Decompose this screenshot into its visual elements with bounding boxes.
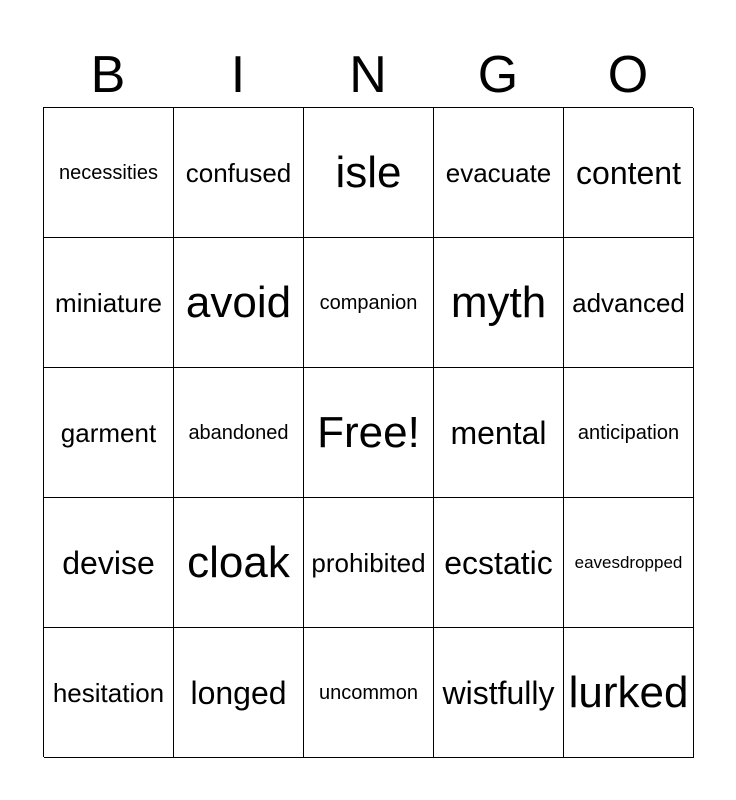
bingo-cell[interactable]: miniature bbox=[44, 238, 174, 368]
bingo-cell[interactable]: uncommon bbox=[304, 628, 434, 758]
bingo-cell[interactable]: prohibited bbox=[304, 498, 434, 628]
bingo-cell[interactable]: avoid bbox=[174, 238, 304, 368]
header-letter-b: B bbox=[90, 46, 126, 104]
bingo-cell[interactable]: anticipation bbox=[564, 368, 694, 498]
bingo-cell[interactable]: longed bbox=[174, 628, 304, 758]
bingo-cell[interactable]: confused bbox=[174, 108, 304, 238]
bingo-cell[interactable]: lurked bbox=[564, 628, 694, 758]
header-letter-n: N bbox=[349, 46, 387, 104]
header-letter-i: I bbox=[230, 46, 246, 104]
bingo-cell[interactable]: devise bbox=[44, 498, 174, 628]
bingo-cell[interactable]: wistfully bbox=[434, 628, 564, 758]
bingo-cell[interactable]: garment bbox=[44, 368, 174, 498]
bingo-cell[interactable]: eavesdropped bbox=[564, 498, 694, 628]
free-space-cell[interactable]: Free! bbox=[304, 368, 434, 498]
header-letter-g: G bbox=[477, 46, 519, 104]
bingo-cell[interactable]: myth bbox=[434, 238, 564, 368]
bingo-cell[interactable]: companion bbox=[304, 238, 434, 368]
bingo-cell[interactable]: mental bbox=[434, 368, 564, 498]
bingo-cell[interactable]: hesitation bbox=[44, 628, 174, 758]
bingo-cell[interactable]: abandoned bbox=[174, 368, 304, 498]
bingo-cell[interactable]: advanced bbox=[564, 238, 694, 368]
bingo-cell[interactable]: evacuate bbox=[434, 108, 564, 238]
bingo-cell[interactable]: cloak bbox=[174, 498, 304, 628]
bingo-cell[interactable]: ecstatic bbox=[434, 498, 564, 628]
bingo-cell[interactable]: isle bbox=[304, 108, 434, 238]
bingo-header bbox=[43, 46, 693, 104]
header-letter-o: O bbox=[607, 46, 649, 104]
bingo-cell[interactable]: content bbox=[564, 108, 694, 238]
bingo-board bbox=[43, 107, 693, 757]
bingo-cell[interactable]: necessities bbox=[44, 108, 174, 238]
